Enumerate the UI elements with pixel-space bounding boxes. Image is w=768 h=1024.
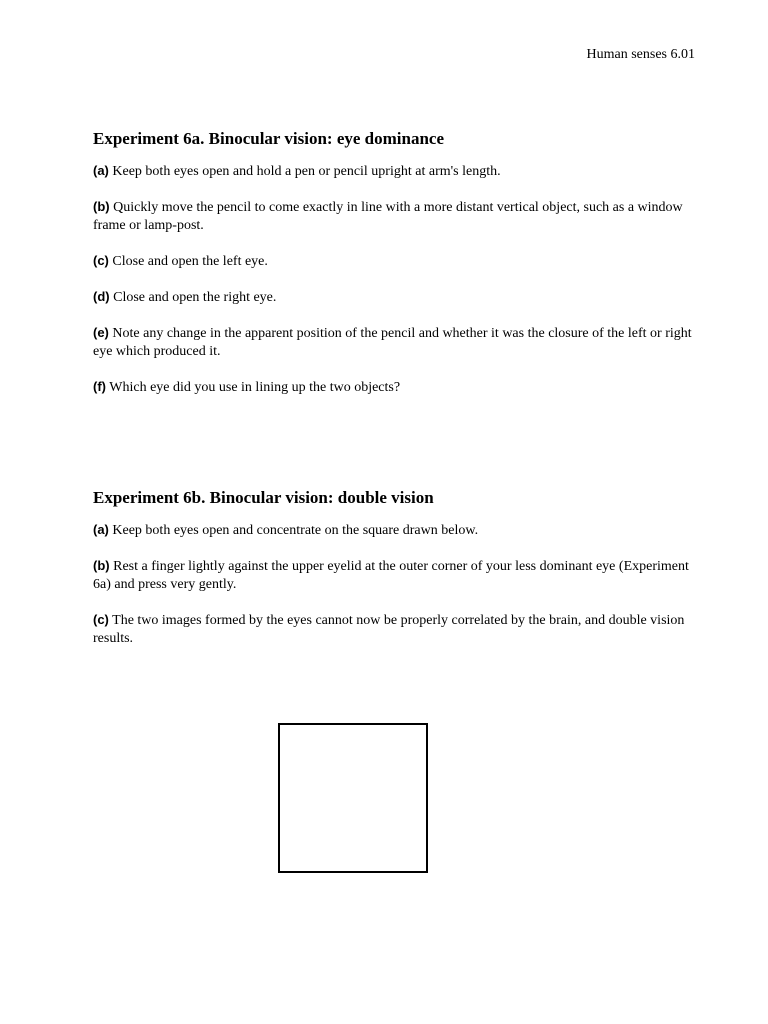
step-letter: (b)	[93, 199, 110, 214]
step-letter: (f)	[93, 379, 106, 394]
step-text: Rest a finger lightly against the upper eyelid at the outer corner of your less dominant eye (Experiment 6a) and press very gently.	[93, 559, 689, 592]
step-text: Close and open the left eye.	[108, 254, 268, 269]
step-text: Quickly move the pencil to come exactly in line with a more distant vertical object, such as a window frame or lamp-post.	[93, 200, 683, 233]
step-letter: (e)	[93, 325, 109, 340]
step-text: Note any change in the apparent position of the pencil and whether it was the closure of the left or right eye which produced it.	[93, 326, 692, 359]
focus-square	[278, 723, 428, 873]
section-title: Experiment 6a. Binocular vision: eye dominance	[93, 129, 445, 148]
step-item	[93, 378, 695, 397]
step-letter: (a)	[93, 522, 109, 537]
step-item	[93, 252, 695, 271]
experiment-6b-section	[93, 486, 695, 665]
step-text: Keep both eyes open and concentrate on the square drawn below.	[108, 523, 479, 538]
step-item	[93, 288, 695, 307]
step-letter: (a)	[93, 163, 109, 178]
step-text: Close and open the right eye.	[109, 290, 277, 305]
experiment-6a-section	[93, 127, 695, 414]
section-title: Experiment 6b. Binocular vision: double vision	[93, 488, 434, 507]
step-item	[93, 324, 695, 361]
step-letter: (c)	[93, 253, 109, 268]
step-letter: (d)	[93, 289, 110, 304]
step-letter: (c)	[93, 612, 109, 627]
step-item	[93, 557, 695, 594]
step-text: Which eye did you use in lining up the two objects?	[106, 380, 401, 395]
page-header: Human senses 6.01	[586, 47, 695, 62]
step-item	[93, 198, 695, 235]
step-letter: (b)	[93, 558, 110, 573]
step-text: The two images formed by the eyes cannot now be properly correlated by the brain, and double vision results.	[93, 613, 685, 646]
step-item	[93, 611, 695, 648]
step-text: Keep both eyes open and hold a pen or pencil upright at arm's length.	[108, 164, 501, 179]
step-item	[93, 521, 695, 540]
step-item	[93, 162, 695, 181]
